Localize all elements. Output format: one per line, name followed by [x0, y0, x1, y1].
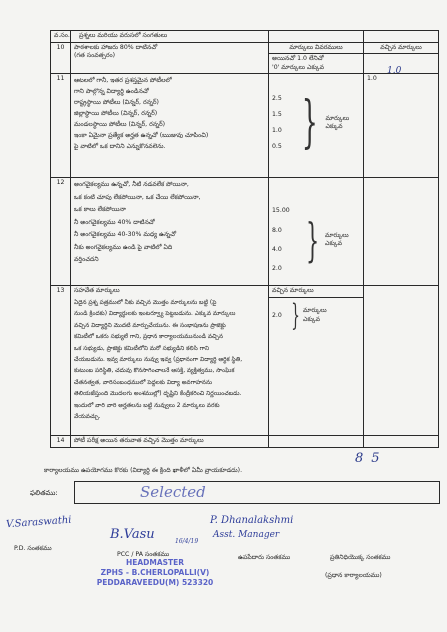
option-value: 4.0 [272, 245, 282, 253]
head-office-label: (ప్రధాన కార్యాలయము) [325, 572, 382, 579]
row-serial: 11 [51, 74, 71, 178]
row-question-cell [71, 286, 269, 436]
pcc-label: PCC / PA సంతకము [117, 551, 170, 558]
pd-label: P.D. సంతకము [14, 545, 52, 552]
row-serial: 14 [51, 436, 71, 448]
brace-icon: } [301, 90, 318, 156]
evaluation-table [50, 30, 439, 448]
header-serial: వ.సం. [51, 31, 71, 43]
representative-label: ప్రతినిధియొక్క సంతకము [330, 554, 391, 561]
row-serial: 13 [51, 286, 71, 436]
row-question: ఆటలలో గానీ, ఇతర ప్రశస్తమైన పోటీలలో గాని పాల్గొన్న విద్యార్థి ఉండినచో రాష్ట్రస్థాయి పోటీలు (విన్నర్, రన్నర్) జిల్లాస్థాయి పోటీలు (విన్నర్, రన్నర్) మండలస్థాయి పోటీలు (విన్నర్, రన్నర్) ఇంకా ఏమైనా ప్రత్యేక అర్హత ఉన్నచో (ఋజువు చూపించి) పై వాటిలో ఒక దానిని ఎన్నుకొనవలెను. [71, 74, 269, 178]
options-list [272, 207, 290, 273]
row-question-title: సహవేత మార్కులు [74, 287, 120, 295]
asst-label: ఉపపేదారు సంతకము [238, 554, 291, 561]
row-options [269, 436, 364, 448]
options-header-label: మార్కులు వివరములు [269, 43, 363, 55]
asst-signature-title: Asst. Manager [213, 530, 280, 540]
handwritten-mark-row-11: 1.0 [387, 66, 402, 76]
options-note: మార్కులు ఎక్కువ [302, 307, 327, 323]
option-value: 1.5 [272, 111, 282, 119]
options-note: మార్కులు ఎక్కువ [325, 114, 350, 131]
stamp-line: PEDDARAVEEDU(M) 523320 [96, 578, 214, 587]
row-question: ఏదైన ప్రశ్న పత్రములో నీకు వచ్చిన మొత్తం మార్కులను బట్టి (పై నుండి క్రిందకు) విద్యార్థులకు ఇంటర్వ్యూ పెట్టబడును. ఎక్కువ మార్కులు వచ్చిన విద్యార్థిని మొదటి మార్పుచేయును. ఈ సంభాషణను ప్రాజెక్టు కమిటీలో ఒకరు సభ్యులే గాని, ప్రధాన కార్యాలయమునుండి వచ్చిన ఒక సభ్యుడు, ప్రాజెక్టు కమిటీలోని మరో సభ్యుడిని కలిసి గాని చేయబడును. ఇవ్వ మార్కులు నువ్వు ఇవ్వ (ప్రధానంగా విద్యార్థి ఆర్థిక స్థితి, కుటుంబ పరిస్థితి, చదువు కొనసాగించాలనే ఆసక్తి, వ్యక్తిత్వము, సాంఘిక చేతనత్వత, వారిసంబంధములో పెద్దలకు విద్యా అవగాహనను తెలియజేస్తుంది మొదలగు అంశముల్లో) దృష్టిని కేంద్రీకరించి నిర్ణయించబడు. ఇందులో వారి వారి అర్హతలను బట్టి నువ్వులు 2 మార్కులు వరకు వేయవచ్చు. [74, 299, 243, 421]
result-box [74, 481, 440, 504]
row-serial: 10 [51, 42, 71, 74]
option-value: 8.0 [272, 226, 282, 234]
table-row [51, 286, 439, 436]
stamp-line: HEADMASTER [125, 558, 185, 567]
header-question: ప్రశ్నలు మరియు వరుసలో సంగతులు [71, 31, 269, 43]
row-serial: 12 [51, 178, 71, 286]
brace-icon: } [291, 297, 300, 333]
option-value: 15.00 [272, 207, 290, 215]
table-header-row [51, 31, 439, 43]
pd-signature: V.Saraswathi [5, 514, 72, 531]
row-marks [364, 178, 439, 286]
table-row [51, 74, 439, 178]
row-options [269, 74, 364, 178]
row-options [269, 178, 364, 286]
pcc-date: 16/4/19 [175, 538, 199, 545]
header-options [269, 31, 364, 43]
table-row [51, 436, 439, 448]
option-value: 2.5 [272, 95, 282, 103]
row-options [269, 286, 364, 436]
result-value: Selected [140, 483, 206, 501]
stamp-line: ZPHS - B.CHERLOPALLI(V) [100, 568, 210, 577]
pcc-signature: B.Vasu [110, 527, 155, 542]
option-value: 2.0 [272, 264, 282, 272]
option-value: 0.5 [272, 142, 282, 150]
row-question: పాఠశాలకు హాజరు 80% దాటినచో (గత సంవత్సరం) [71, 42, 269, 74]
result-label: ఫలితము: [30, 489, 58, 497]
handwritten-total-marks: 85 [355, 451, 388, 466]
options-list [272, 95, 282, 151]
headmaster-stamp [88, 558, 222, 588]
row-options-text: అయినచో 1.0 లేనిచో '0' మార్కులు ఎక్కువ [272, 55, 325, 71]
options-note: మార్కులు ఎక్కువ [325, 231, 349, 248]
row-marks [364, 286, 439, 436]
row-question: అంగవైకల్యము ఉన్నచో, నీటి నడవలేక పోయినా, ఒక కంటి చూపు లేకపోయినా, ఒక చేయి లేకపోయినా, ఒక కాలు లేకపోయినా నీ అంగవైకల్యము 40% దాటినచో నీ అంగవైకల్యము 40-30% మధ్య ఉన్నచో నీకు అంగవైకల్యము ఉండి పై వాటిలో ఏది వర్తించదని [71, 178, 269, 286]
header-marks [364, 31, 439, 43]
table-row [51, 42, 439, 74]
table-row [51, 178, 439, 286]
marks-header-label: వచ్చిన మార్కులు [364, 43, 438, 55]
row-question: పోటీ పరీక్ష అయిన తరువాత వచ్చిన మొత్తం మార్కులు [71, 436, 269, 448]
row-marks: 1.0 [364, 74, 439, 178]
row-marks [364, 436, 439, 448]
option-value: 1.0 [272, 126, 282, 134]
brace-icon: } [305, 213, 319, 268]
options-header-label: వచ్చిన మార్కులు [269, 286, 363, 298]
row-options [269, 42, 364, 74]
option-value: 2.0 [272, 311, 282, 319]
asst-signature-name: P. Dhanalakshmi [210, 515, 294, 526]
office-use-note: కార్యాలయము ఉపయోగము కొరకు (విద్యార్థి ఈ క్రింది ఖాళీలో ఏమీ వ్రాయకూడదు). [44, 467, 243, 474]
